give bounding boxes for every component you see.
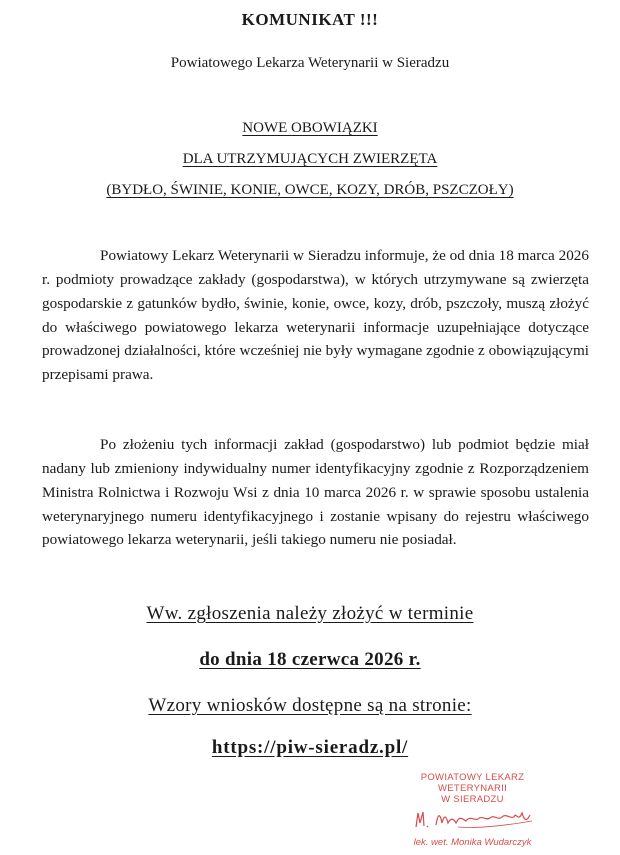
heading-line-2	[0, 151, 620, 168]
handwritten-signature	[398, 805, 548, 835]
heading-line-1	[0, 120, 620, 137]
document-subtitle: Powiatowego Lekarza Weterynarii w Sieradzu	[170, 55, 450, 71]
heading-line-1-text: NOWE OBOWIĄZKI	[242, 120, 378, 136]
body-paragraph-1: Powiatowy Lekarz Weterynarii w Sieradzu informuje, że od dnia 18 marca 2026 r. podmioty prowadzące zakłady (gospodarstwa), w których utrzymywane są zwierzęta gospodarskie z gatunków bydło, świnie, konie, owce, kozy, drób, pszczoły, muszą złożyć do właściwego powiatowego lekarza weterynarii informacje uzupełniające dotyczące prowadzonej działalności, które wcześniej nie były wymagane zgodnie z obowiązującymi przepisami prawa.	[42, 247, 589, 384]
notice-deadline	[0, 649, 620, 671]
notice-line-1-text: Ww. zgłoszenia należy złożyć w terminie	[146, 603, 474, 624]
notice-line-1	[0, 603, 620, 625]
heading-line-3-text: (BYDŁO, ŚWINIE, KONIE, OWCE, KOZY, DRÓB, PSZCZOŁY)	[106, 182, 514, 198]
stamp-city: W SIERADZU	[441, 794, 504, 805]
stamp-signatory: lek. wet. Monika Wudarczyk	[413, 837, 532, 848]
stamp-title: POWIATOWY LEKARZ WETERYNARII	[420, 772, 525, 794]
document-title: KOMUNIKAT !!!	[241, 10, 379, 29]
heading-line-2-text: DLA UTRZYMUJĄCYCH ZWIERZĘTA	[182, 151, 438, 167]
body-paragraph-2: Po złożeniu tych informacji zakład (gospodarstwo) lub podmiot będzie miał nadany lub zmieniony indywidualny numer identyfikacyjny zgodnie z Rozporządzeniem Ministra Rolnictwa i Rozwoju Wsi z dnia 10 marca 2026 r. w sprawie sposobu ustalenia weterynaryjnego numeru identyfikacyjnego i zostanie wpisany do rejestru właściwego powiatowego lekarza weterynarii, jeśli takiego numeru nie posiadał.	[42, 436, 589, 549]
notice-deadline-text: do dnia 18 czerwca 2026 r.	[199, 649, 421, 670]
notice-url	[0, 737, 620, 759]
notice-url-link[interactable]: https://piw-sieradz.pl/	[211, 737, 409, 758]
notice-line-3	[0, 695, 620, 717]
heading-line-3	[0, 182, 620, 199]
notice-line-3-text: Wzory wniosków dostępne są na stronie:	[148, 695, 472, 716]
official-stamp	[385, 772, 560, 848]
